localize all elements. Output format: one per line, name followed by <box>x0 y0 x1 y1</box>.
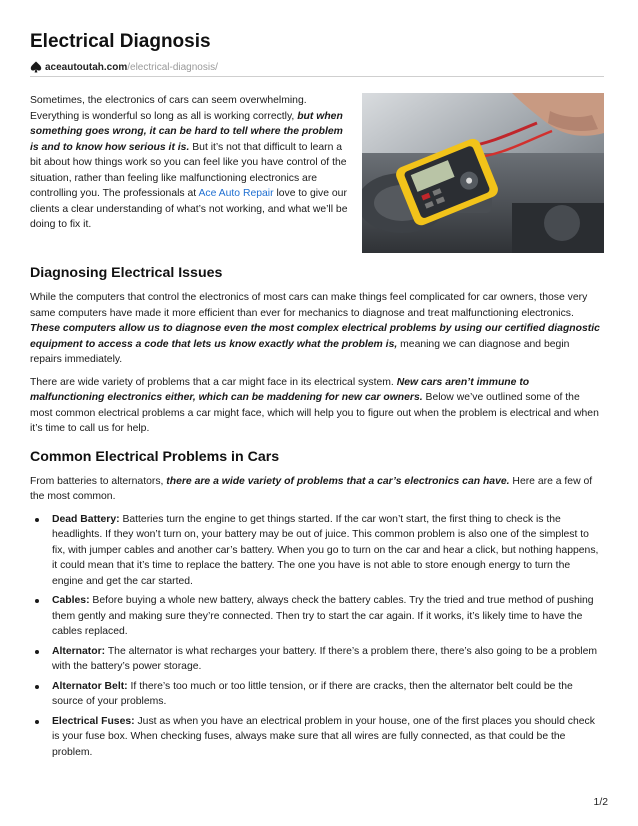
list-item: Cables: Before buying a whole new battery, always check the battery cables. Try the tried and true method of pushing them gently and making sure they’re connected. Then try to start the car again. If it works, it’s likely time to have the cables replaced. <box>30 593 604 640</box>
diagnosing-paragraph-2: There are wide variety of problems that a car might face in its electrical system. New cars aren’t immune to malfunctioning electronics either, which can be maddening for new car owners. Below we’ve outlined some of the most common electrical problems a car might face, which will help you to figure out when the problem is electrical and when it’s time to call us for help. <box>30 376 599 434</box>
diagnosing-paragraph-1: While the computers that control the electronics of most cars can make things feel complicated for car owners, those very same computers have made it more efficient than ever for mechanics to diagnose and treat malfunctioning electronics. These computers allow us to diagnose even the most complex electrical problems by using our certified diagnostic equipment to access a code that lets us know exactly what the problem is, meaning we can diagnose and begin repairs immediately. <box>30 292 600 365</box>
document-page <box>30 30 604 764</box>
source-domain[interactable]: aceautoutah.com <box>45 61 128 73</box>
list-item: Dead Battery: Batteries turn the engine to get things started. If the car won’t start, the first thing to check is the headlights. If they won’t turn on, your battery may be out of juice. This common problem is also one of the simplest to fix, with jumper cables and another car’s battery. When you go to turn on the car and hear a click, but nothing happens, it could mean that it’s time to replace the battery. The one you have is not able to store enough energy to turn the engine and get the car started. <box>30 512 604 590</box>
list-item: Alternator Belt: If there’s too much or too little tension, or if there are cracks, then the alternator belt could be the source of your problems. <box>30 679 604 710</box>
bullet-icon <box>35 685 39 689</box>
multimeter-photo <box>362 93 604 253</box>
list-item: Alternator: The alternator is what recharges your battery. If there’s a problem there, there’s also going to be a problem with the battery’s power storage. <box>30 644 604 675</box>
problems-list <box>30 512 604 761</box>
intro-paragraph: Sometimes, the electronics of cars can seem overwhelming. Everything is wonderful so long as all is working correctly, but when something goes wrong, it can be hard to tell where the problem is and to know how serious it is. But it’s not that difficult to learn a bit about how things work so you can feel like you have control of the situation, rather than feeling like malfunctioning electronics are controlling you. The professionals at Ace Auto Repair love to give our clients a clear understanding of what’s not working, and what we’ll be doing to fix it. <box>30 95 348 230</box>
page-number: 1/2 <box>593 797 608 808</box>
bullet-icon <box>35 518 39 522</box>
source-line <box>30 60 604 74</box>
source-path[interactable]: /electrical-diagnosis/ <box>127 61 218 73</box>
spade-icon <box>30 61 42 73</box>
bullet-icon <box>35 599 39 603</box>
page-title: Electrical Diagnosis <box>30 31 211 52</box>
intro-section <box>30 93 604 253</box>
list-item: Electrical Fuses: Just as when you have an electrical problem in your house, one of the first places you should check is your fuse box. When checking fuses, always make sure that all wires are fully connected, as that could be the problem. <box>30 714 604 761</box>
heading-common-problems: Common Electrical Problems in Cars <box>30 448 280 465</box>
intro-emphasis: but when something goes wrong, it can be hard to tell where the problem is and to know how serious it is. <box>30 110 343 153</box>
header-divider <box>30 76 604 77</box>
common-problems-intro: From batteries to alternators, there are a wide variety of problems that a car’s electronics can have. Here are a few of the most common. <box>30 475 593 502</box>
bullet-icon <box>35 720 39 724</box>
heading-diagnosing: Diagnosing Electrical Issues <box>30 265 223 281</box>
ace-auto-repair-link[interactable]: Ace Auto Repair <box>198 188 274 199</box>
bullet-icon <box>35 650 39 654</box>
